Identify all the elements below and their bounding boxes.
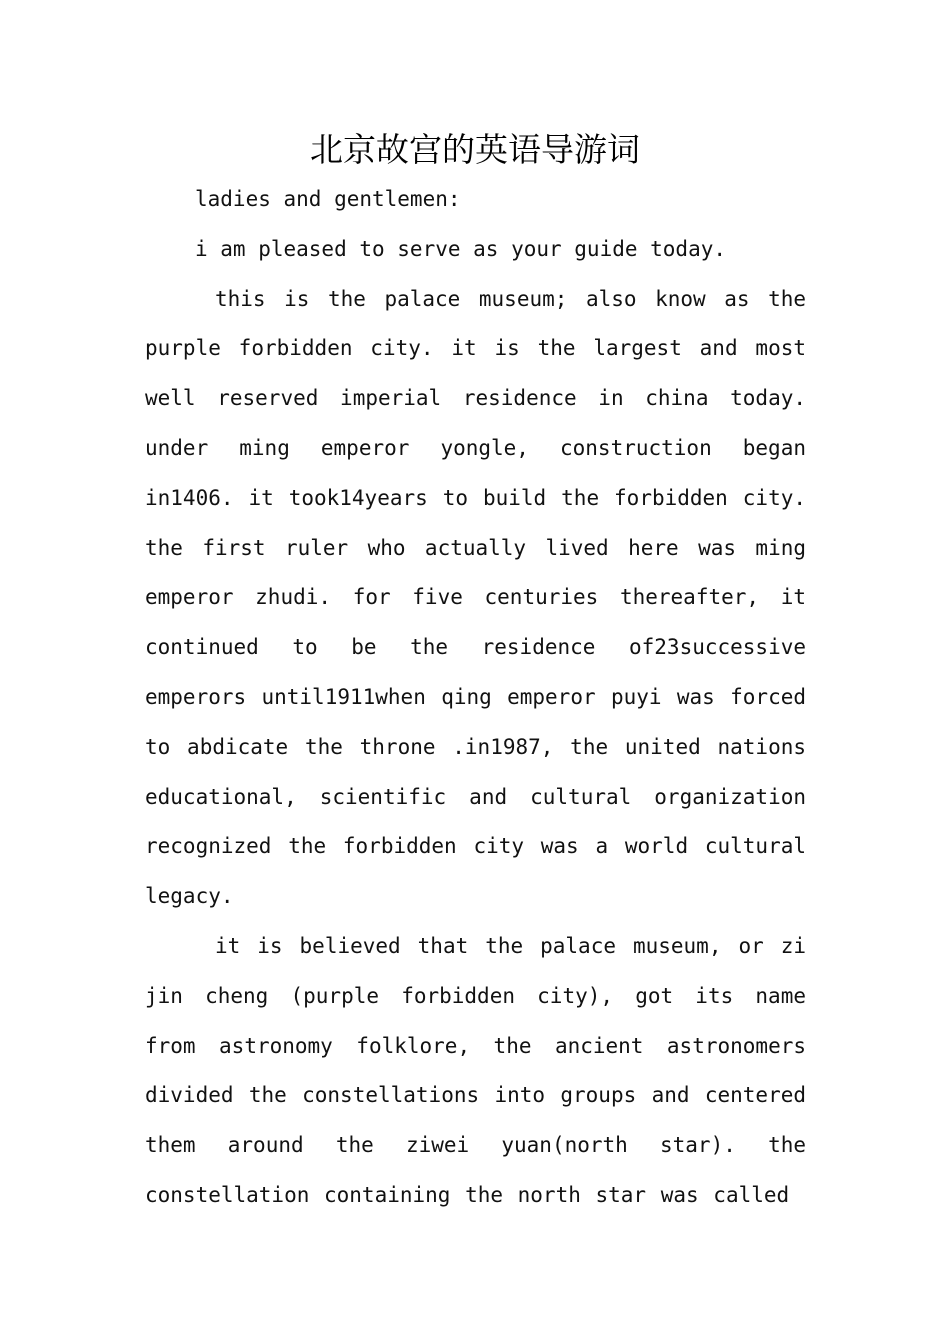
paragraph-name-origin: it is believed that the palace museum, or zi jin cheng (purple forbidden city), got its name from astronomy folklore, the ancient astronomers divided the constellations into groups and centered them around the ziwei yuan(north star). the constellation containing the north star was called [145,933,806,1207]
document-body [145,175,806,1221]
intro-line: i am pleased to serve as your guide today. [195,236,727,261]
paragraph-history: this is the palace museum; also know as the purple forbidden city. it is the largest and most well reserved imperial residence in china today. under ming emperor yongle, construction began in1406. it took14years to build the forbidden city. the first ruler who actually lived here was ming emperor zhudi. for five centuries thereafter, it continued to be the residence of23successive emperors until1911when qing emperor puyi was forced to abdicate the throne .in1987, the united nations educational, scientific and cultural organization recognized the forbidden city was a world cultural legacy. [145,286,806,909]
greeting-line: ladies and gentlemen: [195,187,461,211]
document-title: 北京故宫的英语导游词 [310,130,640,169]
